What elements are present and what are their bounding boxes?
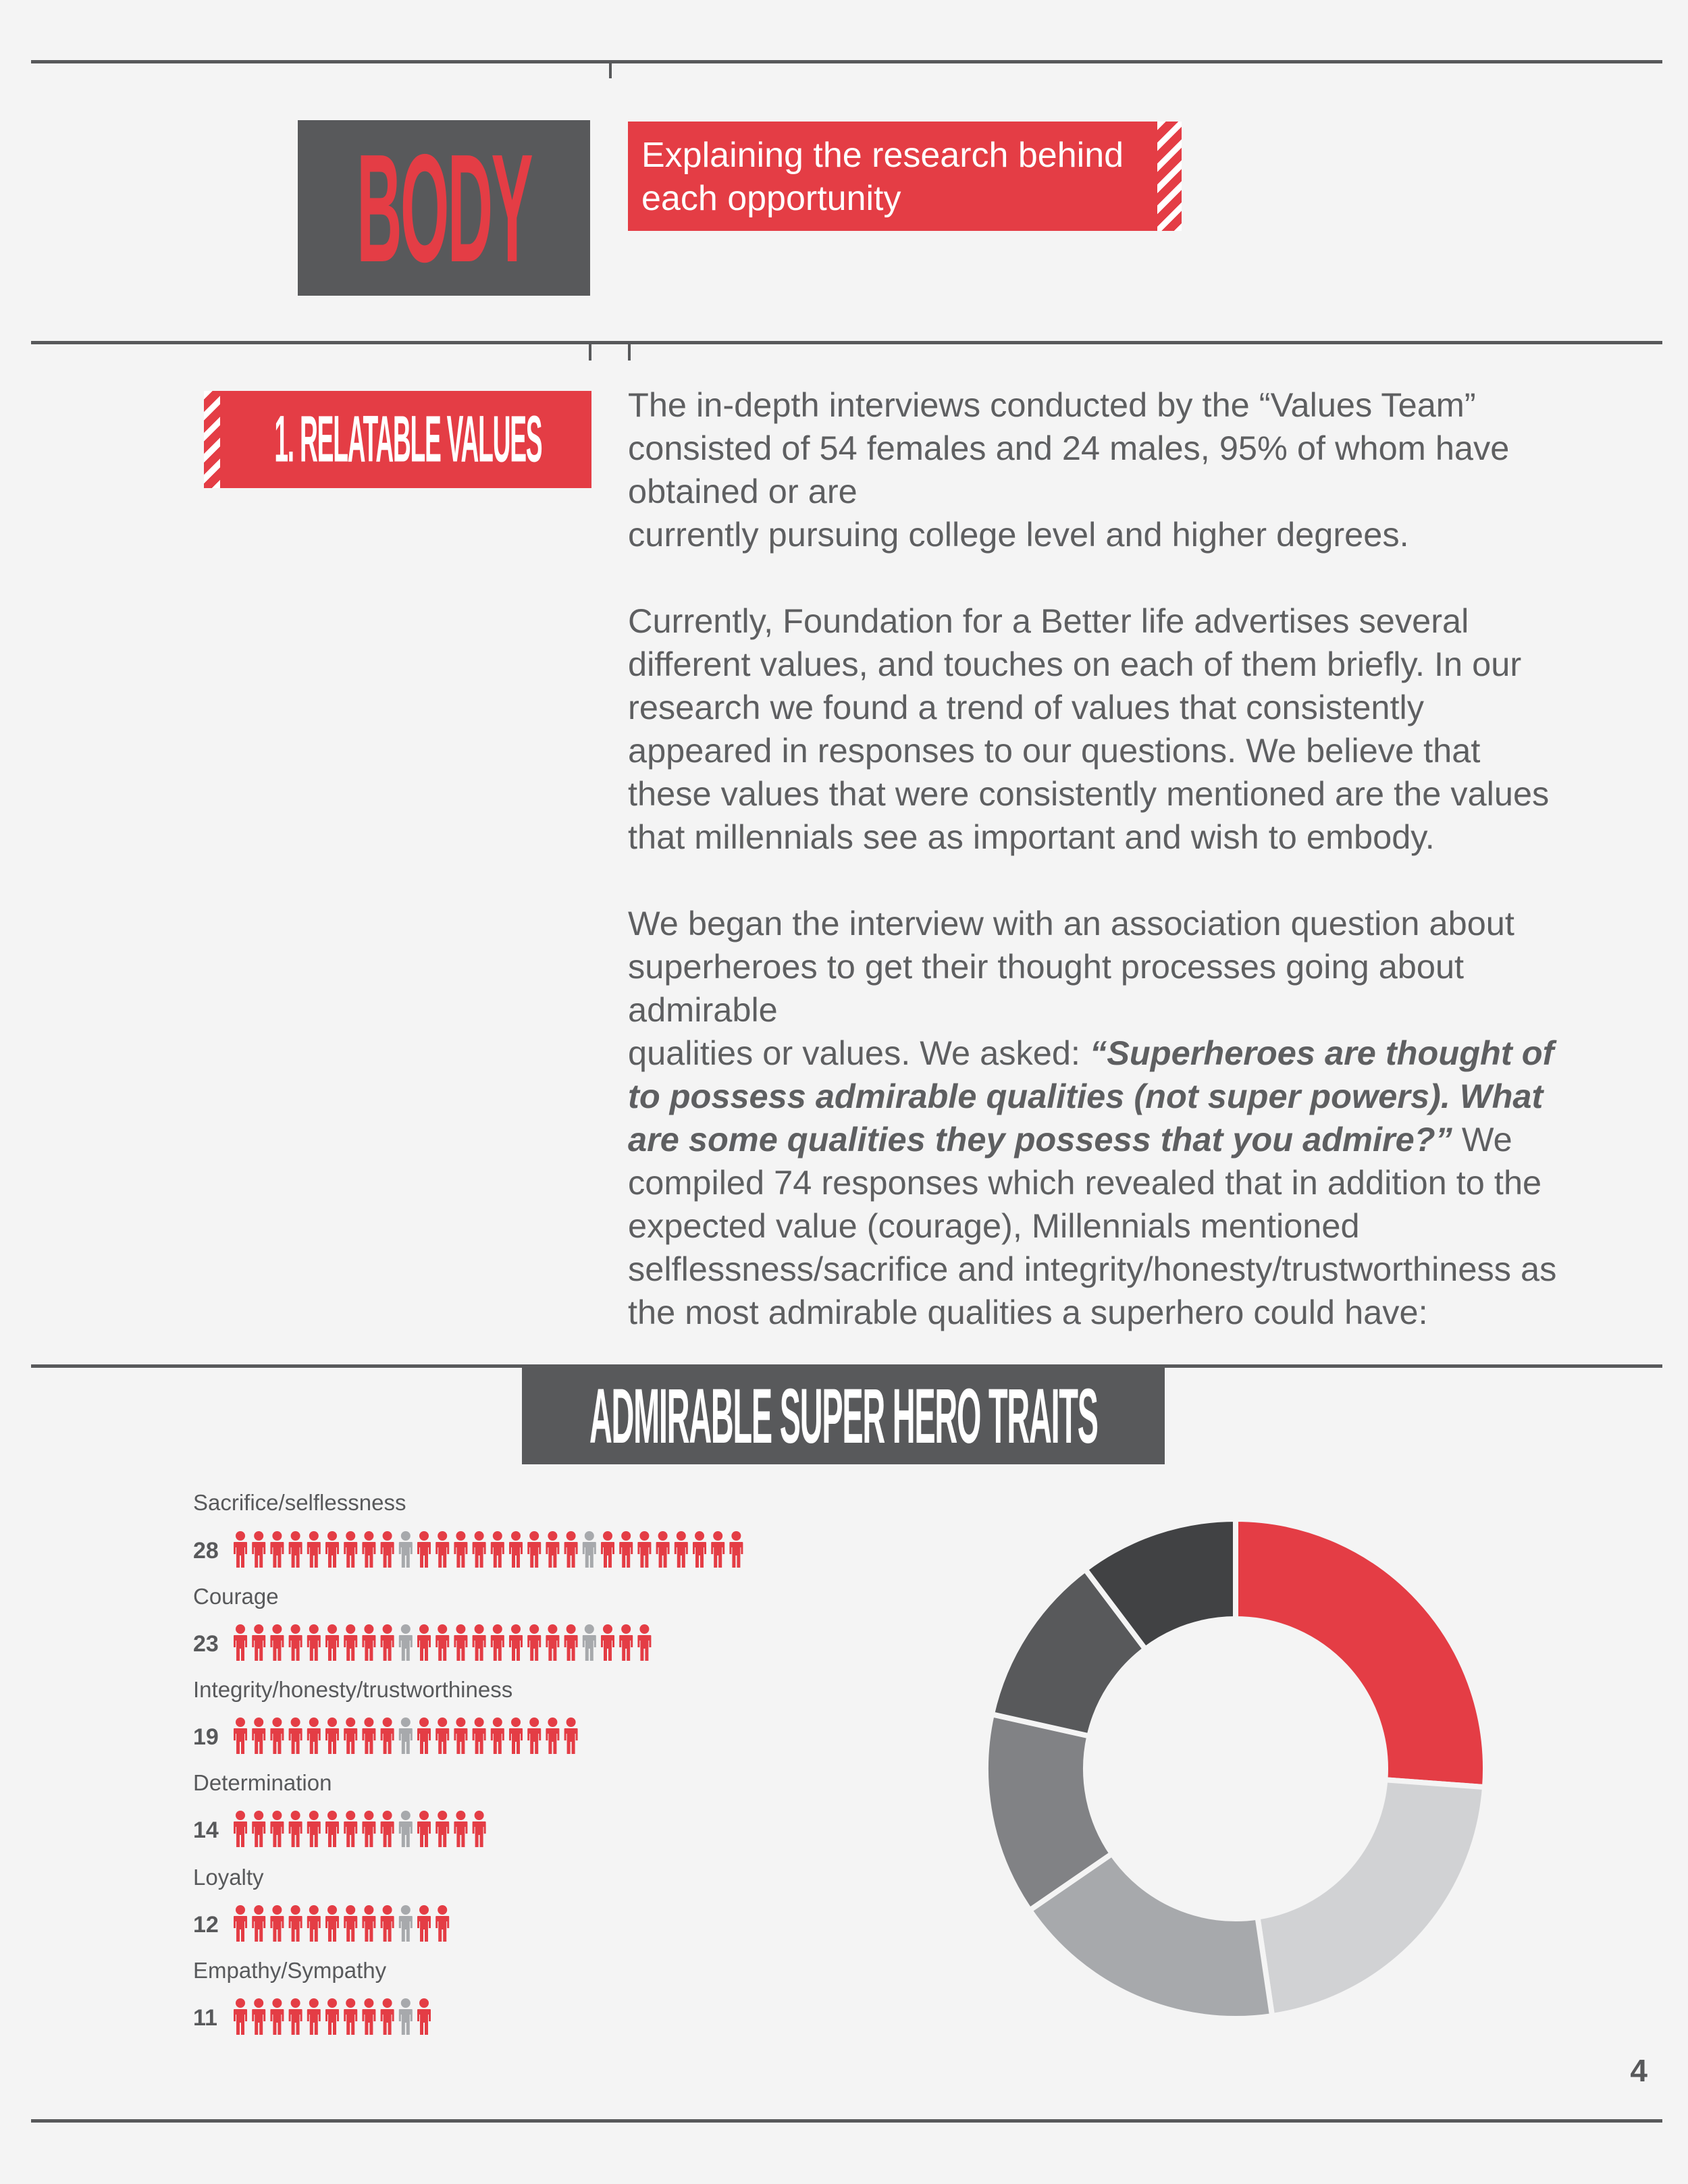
text-line: the most admirable qualities a superhero could have: [628,1293,1428,1331]
person-icon [307,1624,321,1661]
person-icon-gray [399,1905,413,1942]
person-icon [362,1717,375,1754]
person-icon-gray [583,1531,596,1568]
person-icon [564,1717,578,1754]
section-tick-right [628,343,631,361]
person-icon [344,1717,357,1754]
person-icon [509,1531,523,1568]
person-icon [252,1717,265,1754]
person-icon [473,1717,486,1754]
person-icon [436,1531,449,1568]
person-icon [344,1531,357,1568]
person-icon [509,1624,523,1661]
person-icon [362,1624,375,1661]
person-icon [270,1531,284,1568]
person-icon [270,1624,284,1661]
quote-line: are some qualities they possess that you admire?” [628,1120,1452,1158]
person-icon [417,1624,431,1661]
person-icon [454,1624,467,1661]
person-icon [307,1811,321,1847]
person-icon [417,1998,431,2035]
person-icon [234,1811,247,1847]
trait-label-integrity: Integrity/honesty/trustworthiness [193,1677,513,1702]
person-icon [307,1717,321,1754]
person-icon [344,1624,357,1661]
person-icon [656,1531,670,1568]
people-row-integrity [232,1717,581,1755]
trait-label-loyalty: Loyalty [193,1865,264,1890]
person-icon-gray [399,1717,413,1754]
trait-label-empathy: Empathy/Sympathy [193,1958,387,1983]
person-icon [619,1624,633,1661]
text-line: We began the interview with an association question about [628,904,1514,942]
person-icon [417,1531,431,1568]
person-icon [436,1811,449,1847]
person-icon [270,1717,284,1754]
person-icon [491,1717,504,1754]
text-line: appeared in responses to our questions. We believe that [628,731,1481,770]
bottom-rule [31,2119,1662,2123]
person-icon-gray [399,1811,413,1847]
text-line: consisted of 54 females and 24 males, 95% of whom have [628,429,1510,467]
people-row-sacrifice [232,1531,746,1569]
person-icon [325,1531,339,1568]
person-icon [325,1811,339,1847]
person-icon-gray [399,1531,413,1568]
page-number: 4 [1630,2053,1647,2088]
person-icon [270,1998,284,2035]
person-icon [417,1905,431,1942]
person-icon [381,1531,394,1568]
person-icon [289,1624,302,1661]
person-icon [527,1624,541,1661]
person-icon [546,1717,559,1754]
person-icon [417,1717,431,1754]
text-line: research we found a trend of values that consistently [628,688,1425,726]
people-row-empathy [232,1998,434,2036]
subtitle-line-2: each opportunity [641,179,901,218]
person-icon [454,1531,467,1568]
chart-title-box [522,1366,1165,1464]
text-line: that millennials see as important and wish to embody. [628,818,1435,856]
person-icon [637,1624,651,1661]
text-line: We [1452,1120,1512,1158]
person-icon [564,1624,578,1661]
person-icon [564,1531,578,1568]
person-icon [619,1531,633,1568]
person-icon [325,1998,339,2035]
person-icon [234,1531,247,1568]
slice-courage [1257,1780,1485,2016]
text-line: qualities or values. We asked: [628,1034,1090,1072]
paragraph-2 [628,600,1620,859]
person-icon [307,1905,321,1942]
person-icon [270,1905,284,1942]
top-tick [609,62,612,78]
section-label-box [204,391,591,488]
people-row-courage [232,1624,654,1662]
person-icon [711,1531,724,1568]
person-icon [381,1811,394,1847]
top-rule [31,60,1662,63]
person-icon [381,1905,394,1942]
person-icon [381,1717,394,1754]
text-line: The in-depth interviews conducted by the “Values Team” [628,385,1476,424]
person-icon [325,1905,339,1942]
people-row-determination [232,1811,489,1848]
person-icon [344,1905,357,1942]
trait-count-loyalty: 12 [193,1912,219,1938]
person-icon [289,1905,302,1942]
person-icon [491,1624,504,1661]
person-icon [491,1531,504,1568]
text-line: compiled 74 responses which revealed that in addition to the [628,1163,1542,1202]
paragraph-1 [628,383,1620,556]
person-icon [381,1998,394,2035]
trait-count-empathy: 11 [193,2005,217,2031]
trait-count-determination: 14 [193,1817,219,1843]
person-icon [362,1531,375,1568]
text-line: Currently, Foundation for a Better life advertises several [628,602,1469,640]
person-icon [234,1998,247,2035]
person-icon [307,1531,321,1568]
person-icon [362,1998,375,2035]
person-icon [729,1531,743,1568]
quote-line: to possess admirable qualities (not super powers). What [628,1077,1544,1115]
person-icon [344,1998,357,2035]
body-heading-box [298,120,590,296]
person-icon [270,1811,284,1847]
text-line: admirable [628,990,778,1029]
subtitle-banner [628,122,1182,231]
paragraph-3 [628,902,1620,1334]
section-rule [31,341,1662,344]
body-heading: BODY [357,122,531,294]
person-icon [473,1811,486,1847]
text-line: currently pursuing college level and higher degrees. [628,515,1409,554]
chart-title: ADMIRABLE SUPER HERO TRAITS [589,1371,1098,1460]
person-icon [527,1531,541,1568]
section-tick-left [589,343,591,361]
stripe-decoration [1157,122,1182,231]
trait-label-sacrifice: Sacrifice/selflessness [193,1490,406,1515]
person-icon [601,1624,614,1661]
subtitle-line-1: Explaining the research behind [641,136,1124,175]
trait-label-courage: Courage [193,1584,279,1609]
person-icon [509,1717,523,1754]
stripe-decoration [204,391,220,488]
person-icon [289,1998,302,2035]
trait-label-determination: Determination [193,1770,332,1795]
person-icon [417,1811,431,1847]
person-icon [436,1905,449,1942]
person-icon [252,1811,265,1847]
text-line: these values that were consistently mentioned are the values [628,774,1550,813]
trait-count-integrity: 19 [193,1724,219,1750]
section-label: 1. RELATABLE VALUES [274,402,542,476]
person-icon-gray [583,1624,596,1661]
text-line: different values, and touches on each of them briefly. In our [628,645,1522,683]
person-icon [454,1717,467,1754]
person-icon [289,1717,302,1754]
person-icon-gray [399,1624,413,1661]
person-icon [344,1811,357,1847]
person-icon [289,1531,302,1568]
person-icon [362,1811,375,1847]
person-icon [381,1624,394,1661]
text-line: selflessness/sacrifice and integrity/honesty/trustworthiness as [628,1250,1557,1288]
person-icon [473,1624,486,1661]
donut-chart [979,1512,1492,2025]
text-line: superheroes to get their thought processes going about [628,947,1465,986]
person-icon [325,1624,339,1661]
trait-count-courage: 23 [193,1631,219,1657]
person-icon [546,1531,559,1568]
person-icon [234,1905,247,1942]
text-line: obtained or are [628,472,858,510]
person-icon [473,1531,486,1568]
quote-line: “Superheroes are thought of [1089,1034,1554,1072]
person-icon [307,1998,321,2035]
person-icon [234,1624,247,1661]
text-line: expected value (courage), Millennials mentioned [628,1206,1360,1245]
slice-sacrifice [1236,1519,1485,1787]
person-icon [234,1717,247,1754]
trait-count-sacrifice: 28 [193,1538,219,1564]
body-text [628,383,1620,1334]
person-icon [693,1531,706,1568]
person-icon [252,1624,265,1661]
person-icon [601,1531,614,1568]
person-icon-gray [399,1998,413,2035]
person-icon [252,1531,265,1568]
person-icon [252,1998,265,2035]
person-icon [546,1624,559,1661]
person-icon [454,1811,467,1847]
person-icon [436,1624,449,1661]
person-icon [637,1531,651,1568]
person-icon [362,1905,375,1942]
person-icon [436,1717,449,1754]
person-icon [675,1531,688,1568]
person-icon [325,1717,339,1754]
person-icon [527,1717,541,1754]
person-icon [252,1905,265,1942]
person-icon [289,1811,302,1847]
people-row-loyalty [232,1905,452,1943]
